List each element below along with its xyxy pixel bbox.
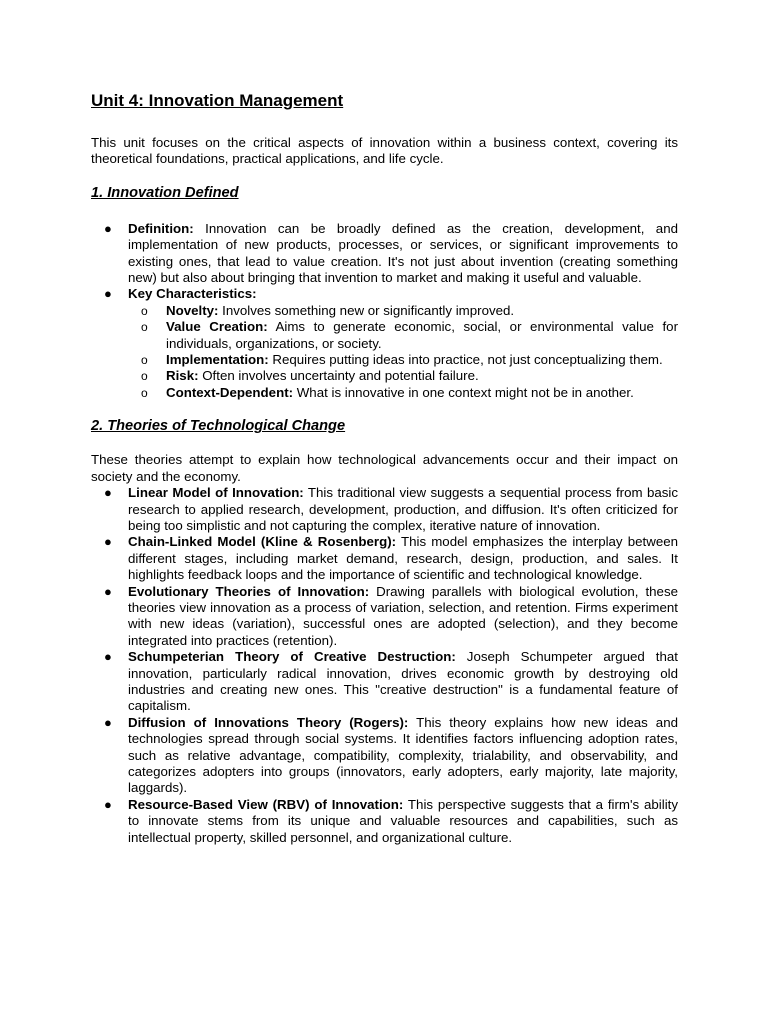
term-schumpeterian-theory: Schumpeterian Theory of Creative Destruction: bbox=[128, 649, 456, 665]
linear-model-text: This traditional view suggests a sequential process from basic research to applied research, development, production, and diffusion. It's often criticized for being too simplistic and not capturing the complex, iterative nature of innovation. bbox=[128, 485, 678, 533]
bullet-icon: ● bbox=[104, 534, 112, 550]
list-item-linear-model bbox=[91, 485, 678, 534]
innovation-defined-list bbox=[91, 221, 678, 401]
term-evolutionary-theories: Evolutionary Theories of Innovation: bbox=[128, 583, 370, 599]
definition-text: Innovation can be broadly defined as the creation, development, and implementation of new products, processes, or services, or significant improvements to existing ones, that lead to value creation. It's not just about invention (creating something new) but also about bringing that invention to market and making it useful and valuable. bbox=[128, 220, 678, 286]
circle-bullet-icon: o bbox=[141, 385, 148, 400]
context-dependent-text: What is innovative in one context might not be in another. bbox=[293, 384, 634, 400]
circle-bullet-icon: o bbox=[141, 353, 148, 368]
bullet-icon: ● bbox=[104, 649, 112, 665]
bullet-icon: ● bbox=[104, 485, 112, 501]
list-item-key-characteristics bbox=[91, 286, 678, 401]
list-item-chain-linked-model bbox=[91, 534, 678, 583]
section-heading-innovation-defined: 1. Innovation Defined bbox=[91, 184, 239, 201]
circle-bullet-icon: o bbox=[141, 320, 148, 335]
sub-item-implementation bbox=[128, 352, 678, 368]
document-page bbox=[91, 90, 678, 846]
key-characteristics-sublist bbox=[128, 303, 678, 401]
resource-based-view-text: This perspective suggests that a firm's ability to innovate stems from its unique and valuable resources and capabilities, such as intellectual property, skilled personnel, and organizational culture. bbox=[128, 796, 679, 845]
term-novelty: Novelty: bbox=[166, 302, 219, 318]
schumpeterian-theory-text: Joseph Schumpeter argued that innovation, particularly radical innovation, drives economic growth by destroying old industries and creating new ones. This "creative destruction" is a fundamental feature of capitalism. bbox=[128, 649, 678, 714]
list-item-resource-based-view bbox=[91, 797, 678, 846]
evolutionary-theories-text: Drawing parallels with biological evolution, these theories view innovation as a process of variation, selection, and retention. Firms experiment with new ideas (variation), successful ones are adopted (selection), and they become integrated into practices (retention). bbox=[128, 583, 678, 648]
novelty-text: Involves something new or significantly improved. bbox=[218, 302, 515, 318]
term-definition: Definition: bbox=[128, 220, 194, 236]
term-diffusion-of-innovations: Diffusion of Innovations Theory (Rogers): bbox=[128, 714, 409, 730]
page-title: Unit 4: Innovation Management bbox=[91, 91, 344, 110]
sub-item-risk bbox=[128, 368, 678, 384]
term-resource-based-view: Resource-Based View (RBV) of Innovation: bbox=[128, 796, 404, 812]
diffusion-of-innovations-text: This theory explains how new ideas and technologies spread through social systems. It identifies factors influencing adoption rates, such as relative advantage, compatibility, complexity, trialability, and observability, and categorizes adopters into groups (innovators, early adopters, early majority, late majority, laggards). bbox=[128, 714, 678, 796]
circle-bullet-icon: o bbox=[141, 303, 148, 318]
bullet-icon: ● bbox=[104, 714, 112, 730]
risk-text: Often involves uncertainty and potential failure. bbox=[198, 368, 479, 384]
sub-item-value-creation bbox=[128, 319, 678, 352]
term-linear-model: Linear Model of Innovation: bbox=[128, 485, 304, 501]
bullet-icon: ● bbox=[104, 583, 112, 599]
theories-list bbox=[91, 485, 678, 846]
term-chain-linked-model: Chain-Linked Model (Kline & Rosenberg): bbox=[128, 534, 397, 550]
list-item-evolutionary-theories bbox=[91, 584, 678, 650]
implementation-text: Requires putting ideas into practice, not just conceptualizing them. bbox=[268, 352, 663, 368]
section-heading-theories: 2. Theories of Technological Change bbox=[91, 418, 346, 435]
circle-bullet-icon: o bbox=[141, 369, 148, 384]
sub-item-context-dependent bbox=[128, 385, 678, 401]
list-item-diffusion-of-innovations bbox=[91, 715, 678, 797]
bullet-icon: ● bbox=[104, 220, 112, 236]
bullet-icon: ● bbox=[104, 796, 112, 812]
theories-intro-paragraph: These theories attempt to explain how technological advancements occur and their impact on society and the economy. bbox=[91, 452, 678, 484]
bullet-icon: ● bbox=[104, 286, 112, 302]
term-risk: Risk: bbox=[166, 368, 199, 384]
term-context-dependent: Context-Dependent: bbox=[166, 384, 294, 400]
list-item-schumpeterian-theory bbox=[91, 649, 678, 715]
sub-item-novelty bbox=[128, 303, 678, 319]
value-creation-text: Aims to generate economic, social, or environmental value for individuals, organizations, or society. bbox=[166, 319, 678, 351]
term-value-creation: Value Creation: bbox=[166, 319, 268, 335]
term-implementation: Implementation: bbox=[166, 352, 269, 368]
term-key-characteristics: Key Characteristics: bbox=[128, 286, 257, 302]
list-item-definition bbox=[91, 221, 678, 287]
intro-paragraph: This unit focuses on the critical aspects of innovation within a business context, covering its theoretical foundations, practical applications, and life cycle. bbox=[91, 135, 678, 167]
chain-linked-model-text: This model emphasizes the interplay between different stages, including market demand, research, design, production, and sales. It highlights feedback loops and the importance of scientific and technological knowledge. bbox=[128, 534, 679, 583]
